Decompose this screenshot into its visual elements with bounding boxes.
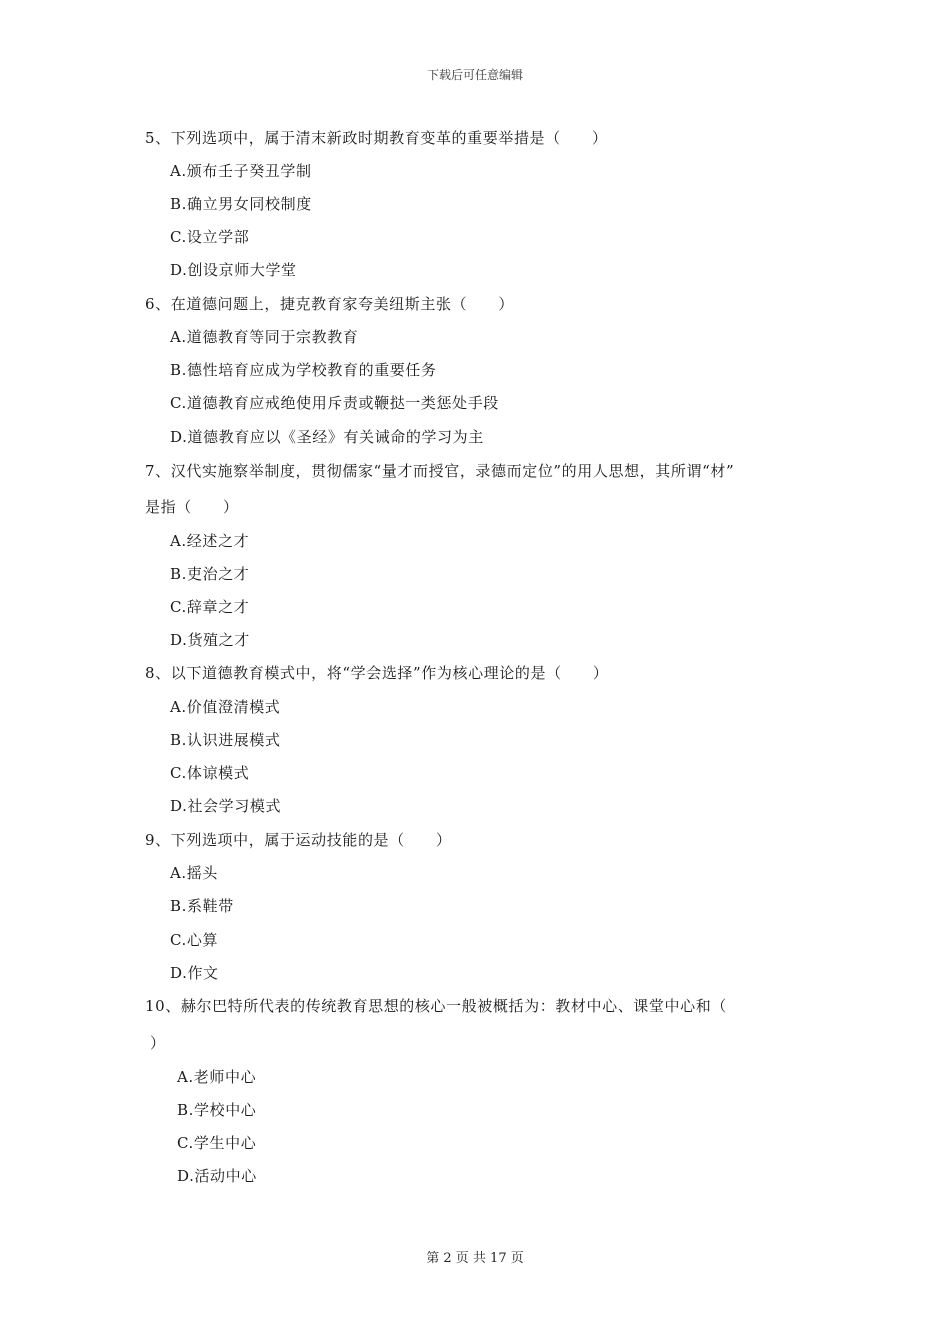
- option-b: B.学校中心: [177, 1101, 257, 1119]
- option-a: A.老师中心: [177, 1068, 257, 1086]
- option-d: D.作文: [170, 964, 219, 982]
- page-header: 下载后可任意编辑: [426, 68, 523, 82]
- option-d: D.活动中心: [177, 1167, 257, 1185]
- option-a: A.经述之才: [170, 532, 250, 550]
- page-footer: 第 2 页 共 17 页: [426, 1251, 524, 1266]
- option-d: D.创设京师大学堂: [170, 261, 297, 279]
- question-stem-continued: 是指（ ）: [145, 498, 239, 516]
- option-c: C.辞章之才: [170, 598, 250, 616]
- option-b: B.德性培育应成为学校教育的重要任务: [170, 361, 437, 379]
- option-d: D.货殖之才: [170, 631, 250, 649]
- option-a: A.道德教育等同于宗教教育: [170, 328, 359, 346]
- question-stem: 6、在道德问题上，捷克教育家夸美纽斯主张（ ）: [145, 295, 514, 313]
- question-stem: 9、下列选项中，属于运动技能的是（ ）: [145, 831, 452, 849]
- option-a: A.价值澄清模式: [170, 698, 281, 716]
- option-b: B.确立男女同校制度: [170, 195, 312, 213]
- option-b: B.认识进展模式: [170, 731, 281, 749]
- question-stem: 5、下列选项中，属于清末新政时期教育变革的重要举措是（ ）: [145, 129, 608, 147]
- option-b: B.系鞋带: [170, 897, 234, 915]
- option-a: A.颁布壬子癸丑学制: [170, 162, 312, 180]
- question-stem: 10、赫尔巴特所代表的传统教育思想的核心一般被概括为：教材中心、课堂中心和（: [145, 997, 727, 1015]
- option-c: C.学生中心: [177, 1134, 257, 1152]
- option-d: D.社会学习模式: [170, 797, 282, 815]
- option-d: D.道德教育应以《圣经》有关诫命的学习为主: [170, 428, 484, 446]
- option-c: C.心算: [170, 931, 219, 949]
- option-a: A.摇头: [170, 864, 219, 882]
- question-stem: 7、汉代实施察举制度，贯彻儒家“量才而授官，录德而定位”的用人思想，其所谓“材”: [145, 462, 735, 480]
- option-c: C.体谅模式: [170, 764, 250, 782]
- option-c: C.道德教育应戒绝使用斥责或鞭挞一类惩处手段: [170, 394, 499, 412]
- option-c: C.设立学部: [170, 228, 250, 246]
- question-stem-continued: ）: [150, 1034, 166, 1052]
- option-b: B.吏治之才: [170, 565, 250, 583]
- question-stem: 8、以下道德教育模式中，将“学会选择”作为核心理论的是（ ）: [145, 664, 609, 682]
